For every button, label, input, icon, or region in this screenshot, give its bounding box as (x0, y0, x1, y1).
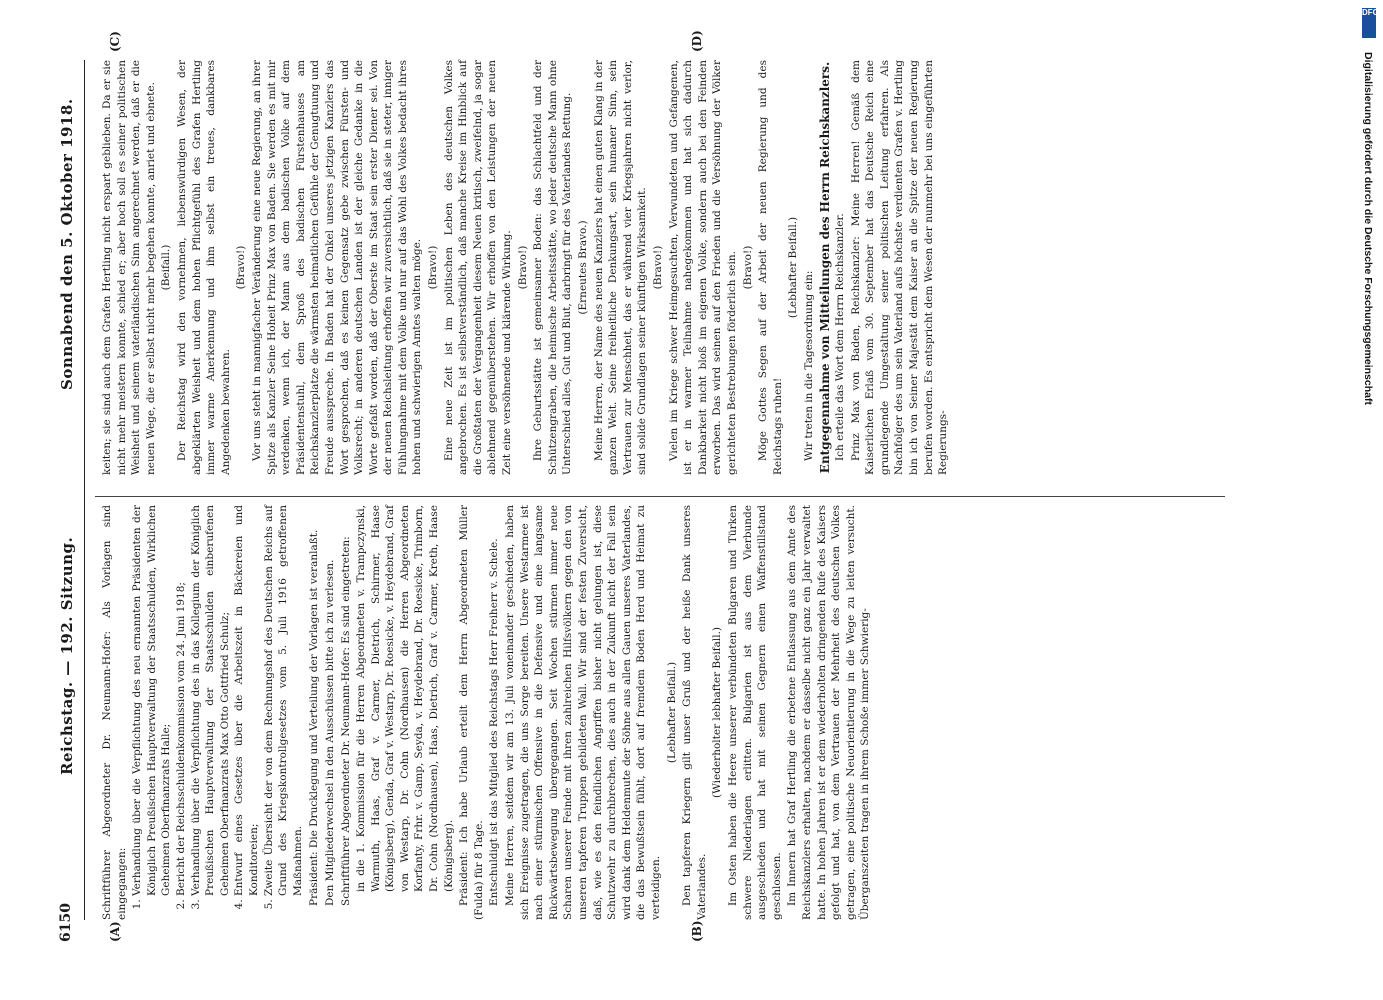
applause-note: (Bravo!) (516, 245, 529, 290)
list-item: 4. Entwurf eines Gesetzes über die Arbeitszeit in Bäckereien und Konditoreien; (232, 505, 261, 896)
page-header (0, 0, 76, 1000)
paragraph: Möge Gottes Segen auf der Arbeit der neuen Regierung und des Reichstags ruhen! (757, 60, 784, 475)
applause-note: (Bravo!) (235, 245, 248, 290)
paragraph: Im Innern hat Graf Hertling die erbetene Entlassung aus dem Amte des Reichskanzlers erhalten, nachdem er dasselbe nicht ganz ein Jahr verwaltet hatte. In hohen Jahren ist er dem wiederholten dringenden Rufe des Kaisers gefolgt und hat, von dem Vertrauen der Mehrheit des deutschen Volkes getragen, eine politische Neuorientierung in die Wege zu leiten versucht. Überganszeiten tragen in ihrem Schoße immer Schwierig- (786, 505, 872, 920)
applause-note: (Bravo!) (651, 245, 664, 290)
list-item: 5. Zweite Übersicht der von dem Rechnungshof des Deutschen Reichs auf Grund des Kriegskontrollgesetzes vom 5. Juli 1916 getroffenen Maßnahmen. (262, 505, 306, 896)
agenda-heading: Entgegennahme von Mitteilungen des Herrn Reichskanzlers. (817, 61, 832, 474)
paragraph: Eine neue Zeit ist im politischen Leben des deutschen Volkes angebrochen. Es ist selbstverständlich, daß manche Kreise im Hinblick auf die Großtaten der Vergangenheit diesem Neuen kritisch, zweifelnd, ja sogar ablehnend gegenüberstehen. Wir erhoffen von den Leistungen der neuen Zeit eine versöhnende und klärende Wirkung. (442, 60, 514, 475)
paragraph: Ihre Geburtsstätte ist gemeinsamer Boden: das Schlachtfeld und der Schützengraben, die heimische Arbeitsstätte, wo jeder deutsche Mann ohne Unterschied alles, Gut und Blut, darbringt für des Vaterlandes Rettung. (532, 60, 574, 475)
left-column (100, 505, 874, 920)
paragraph: Präsident: Ich habe Urlaub erteilt dem Herrn Abgeordneten Müller (Fulda) für 8 Tage. (458, 505, 485, 920)
paragraph: Im Osten haben die Heere unserer verbündeten Bulgaren und Türken schwere Niederlagen erlitten. Bulgarien ist aus dem Vierbunde ausgeschieden und hat mit seinen Gegnern einen Waffenstillstand geschlossen. (726, 505, 783, 920)
paragraph: Den tapferen Kriegern gilt unser Gruß und der heiße Dank unseres Vaterlandes. (681, 505, 708, 920)
margin-marker-a: (A) (108, 921, 122, 942)
paragraph: Schriftführer Abgeordneter Dr. Neumann-Hofer: Als Vorlagen sind eingegangen: (101, 505, 128, 920)
margin-marker-c: (C) (108, 31, 122, 52)
list-item: 1. Verhandlung über die Verpflichtung des neu ernannten Präsidenten der Königlich Preußischen Hauptverwaltung der Staatsschulden, Wirklichen Geheimen Oberfinanzrats Halle; (130, 505, 174, 896)
paragraph: Vor uns steht in mannigfacher Veränderung eine neue Regierung, an ihrer Spitze als Kanzler Seine Hoheit Prinz Max von Baden. Sie werden es mit mir verdenken, wenn ich, der Mann aus dem badischen Volke auf dem Präsidentenstuhl, dem Sproß des badischen Fürstenhauses am Reichskanzlerplatze die wärmsten heimatlichen Gefühle der Genugtuung und Freude ausspreche. In Baden hat der Onkel unseres jetzigen Kanzlers das Wort gesprochen, daß es keinen Gegensatz gebe zwischen Fürsten- und Volksrecht; in anderen deutschen Landen ist der gleiche Gedanke in die Worte gefaßt worden, daß der Oberste im Staat sein erster Diener sei. Von der neuen Reichsleitung erhoffen wir zuversichtlich, daß sie in steter, inniger Fühlungnahme mit dem Volke und nur auf das Wohl des Volkes bedacht ihres hohen und schwierigen Amtes walten möge. (250, 60, 424, 475)
column-divider (95, 496, 1225, 497)
right-column (100, 60, 952, 475)
paragraph: Vielen im Kriege schwer Heimgesuchten, Verwundeten und Gefangenen, ist er in warmer Teilnahme nahegekommen und hat sich dadurch Dankbarkeit nicht bloß im eigenen Volke, sondern auch bei den Feinden erworben. Das wird seinen auf den Frieden und die Versöhnung der Völker gerichteten Bestrebungen förderlich sein. (667, 60, 738, 475)
dfg-logo: DFG (1362, 8, 1376, 38)
header-left-title: Reichstag. — 192. Sitzung. (58, 536, 76, 775)
paragraph: Prinz Max von Baden, Reichskanzler: Meine Herren! Gemäß dem Kaiserlichen Erlaß vom 30. September hat das Deutsche Reich eine grundlegende Umgestaltung seiner politischen Leitung erfahren. Als Nachfolger des um sein Vaterland aufs höchste verdienten Grafen v. Hertling bin ich von Seiner Majestät dem Kaiser an die Spitze der neuen Regierung berufen worden. Es entspricht dem Wesen der nunmehr bei uns eingeführten Regierungs- (849, 60, 950, 475)
paragraph: in die 1. Kommission für die Herren Abgeordneten v. Trampczynski, Warmuth, Haas, Graf v. Carmer, Dietrich, Schirmer, Haase (Königsberg), Genda, Graf v. Westarp, Dr. Roesicke, v. Heydebrand, Graf von Westarp, Dr. Cohn (Nordhausen) die Herren Abgeordneten Korfanty, Frhr. v. Gamp, Seyda, v. Heydebrand, Dr. Roesicke, Trimborn, Dr. Cohn (Nordhausen), Haas, Dietrich, Graf v. Carmer, Kreth, Haase (Königsberg). (355, 505, 455, 892)
paragraph: keiten; sie sind auch dem Grafen Hertling nicht erspart geblieben. Da er sie nicht mehr meistern konnte, schied er; aber hoch soll es seiner politischen Weisheit und seinem vaterländischen Sinn angerechnet werden, daß er die neuen Wege, die er selbst nicht mehr begehen konnte, anriet und ebnete. (101, 60, 157, 475)
paragraph: Präsident: Die Drucklegung und Verteilung der Vorlagen ist veranlaßt. (308, 529, 321, 906)
applause-note: (Bravo!) (427, 245, 440, 290)
page-number: 6150 (58, 903, 74, 942)
paragraph: Der Reichstag wird den vornehmen, liebenswürdigen Wesen, der abgeklärten Weisheit und dem hohen Pflichtgefühl des Grafen Hertling immer warme Anerkennung und ihm selbst ein treues, dankbares Angedenken bewahren. (175, 60, 232, 475)
header-rule (84, 60, 85, 920)
paragraph: Ich erteile das Wort dem Herrn Reichskanzler. (834, 213, 847, 461)
paragraph: Wir treten in die Tagesordnung ein: (802, 270, 815, 461)
applause-note: (Bravo!) (741, 245, 754, 290)
applause-note: (Lebhafter Beifall.) (787, 216, 800, 319)
applause-note: (Beifall.) (160, 244, 173, 291)
applause-note: (Lebhafter Beifall.) (665, 661, 678, 764)
list (130, 505, 305, 920)
credit-text: Digitalisierung gefördert durch die Deutsche Forschungsgemeinschaft (1362, 52, 1374, 405)
paragraph: Meine Herren, der Name des neuen Kanzlers hat einen guten Klang in der ganzen Welt. Seine freiheitliche Denkungsart, sein humaner Sinn, sein Vertrauen zur Menschheit, das er während vier Kriegsjahren nicht verlor, sind solide Grundlagen seiner künftigen Wirksamkeit. (592, 60, 649, 475)
paragraph: Schriftführer Abgeordneter Dr. Neumann-Hofer: Es sind eingetreten: (339, 536, 352, 906)
list-item: 2. Bericht der Reichsschuldenkommission vom 24. Juni 1918; (174, 505, 189, 896)
digitization-credit (1358, 12, 1378, 987)
header-right-title: Sonnabend den 5. Oktober 1918. (58, 98, 76, 390)
paragraph: Den Mitgliederwechsel in den Ausschüssen bitte ich zu verlesen. (323, 559, 336, 906)
paragraph: Entschuldigt ist das Mitglied des Reichstags Herr Freiherr v. Schele. (488, 538, 501, 906)
list-item: 3. Verhandlung über die Verpflichtung des in das Kollegium der Königlich Preußischen Hauptverwaltung der Staatsschulden einberufenen Geheimen Oberfinanzrats Max Otto Gottfried Schulz; (189, 505, 233, 896)
applause-note: (Wiederholter lebhafter Beifall.) (711, 626, 724, 799)
margin-marker-d: (D) (690, 30, 704, 52)
paragraph: Meine Herren, seitdem wir am 13. Juli voneinander geschieden, haben sich Ereignisse zugetragen, die uns Sorge bereiten. Unsere Westarmee ist nach einer stürmischen Offensive in die Defensive und eine langsame Rückwärtsbewegung übergegangen. Seit Wochen stürmen immer neue Scharen unserer Feinde mit ihren zahlreichen Hilfsvölkern gegen den von unseren tapferen Truppen gebildeten Wall. Wir sind der festen Zuversicht, daß, wie es den feindlichen Angriffen bisher nicht gelungen ist, diese Schutzwehr zu durchbrechen, dies auch in der Zukunft nicht der Fall sein wird dank dem Heldenmute der Söhne aus allen Gauen unseres Vaterlandes, die das Bewußtsein fühlt, dort auf fremdem Boden Herd und Heimat zu verteidigen. (504, 505, 662, 920)
margin-marker-b: (B) (690, 920, 704, 942)
applause-note: (Erneutes Bravo.) (577, 220, 589, 315)
